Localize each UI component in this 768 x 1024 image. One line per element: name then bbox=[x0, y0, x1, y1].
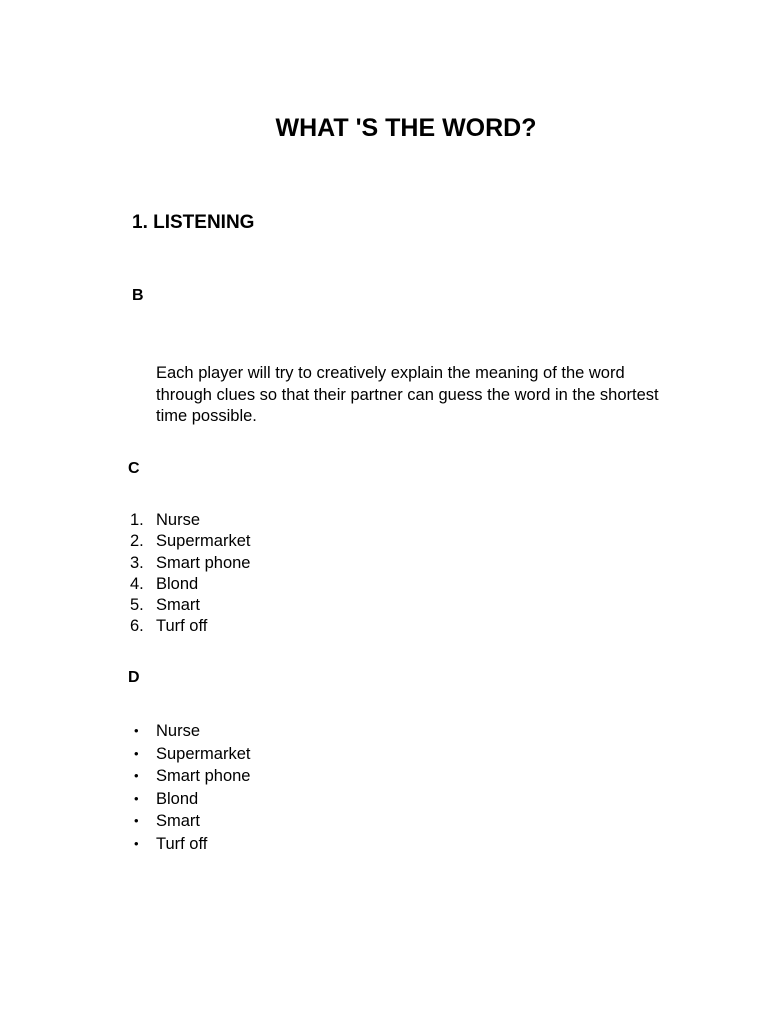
part-b-label: B bbox=[132, 287, 144, 304]
part-c-numbered-list bbox=[130, 510, 250, 638]
list-item bbox=[130, 743, 250, 766]
list-item-number: 6. bbox=[130, 617, 144, 636]
list-item-text: Supermarket bbox=[156, 744, 251, 763]
part-b-paragraph: Each player will try to creatively explain the meaning of the word through clues so that their partner can guess the word in the shortest time possible. bbox=[156, 364, 659, 425]
bullet-icon: • bbox=[134, 723, 139, 738]
list-item bbox=[130, 810, 250, 833]
list-item-text: Nurse bbox=[156, 722, 201, 740]
bullet-icon: • bbox=[134, 768, 139, 783]
list-item-text: Nurse bbox=[156, 511, 201, 529]
list-item-text: Turf off bbox=[156, 834, 208, 853]
list-item bbox=[130, 531, 250, 552]
part-d-label: D bbox=[128, 669, 140, 686]
bullet-icon: • bbox=[134, 835, 139, 851]
bullet-icon: • bbox=[134, 813, 139, 828]
list-item bbox=[130, 765, 250, 788]
list-item-text: Smart bbox=[156, 596, 201, 615]
list-item-number: 4. bbox=[130, 574, 144, 593]
list-item-number: 2. bbox=[130, 532, 144, 551]
list-item-number: 3. bbox=[130, 553, 144, 572]
list-item-text: Supermarket bbox=[156, 532, 251, 551]
list-item bbox=[130, 788, 250, 811]
list-item-text: Smart phone bbox=[156, 553, 251, 572]
part-d-bulleted-list bbox=[130, 720, 250, 855]
list-item bbox=[130, 616, 250, 637]
section-heading-listening: 1. LISTENING bbox=[132, 212, 255, 233]
document-title: WHAT 'S THE WORD? bbox=[275, 114, 537, 142]
list-item bbox=[130, 510, 250, 531]
list-item bbox=[130, 833, 250, 856]
list-item bbox=[130, 720, 250, 743]
list-item-text: Smart bbox=[156, 812, 201, 830]
list-item bbox=[130, 574, 250, 595]
part-c-label: C bbox=[128, 460, 140, 477]
list-item-text: Smart phone bbox=[156, 767, 251, 785]
list-item-number: 5. bbox=[130, 596, 144, 615]
bullet-icon: • bbox=[134, 790, 139, 806]
list-item-number: 1. bbox=[130, 511, 144, 529]
list-item-text: Blond bbox=[156, 574, 199, 593]
list-item bbox=[130, 553, 250, 574]
list-item bbox=[130, 595, 250, 616]
list-item-text: Blond bbox=[156, 789, 199, 808]
bullet-icon: • bbox=[134, 745, 139, 761]
list-item-text: Turf off bbox=[156, 617, 208, 636]
